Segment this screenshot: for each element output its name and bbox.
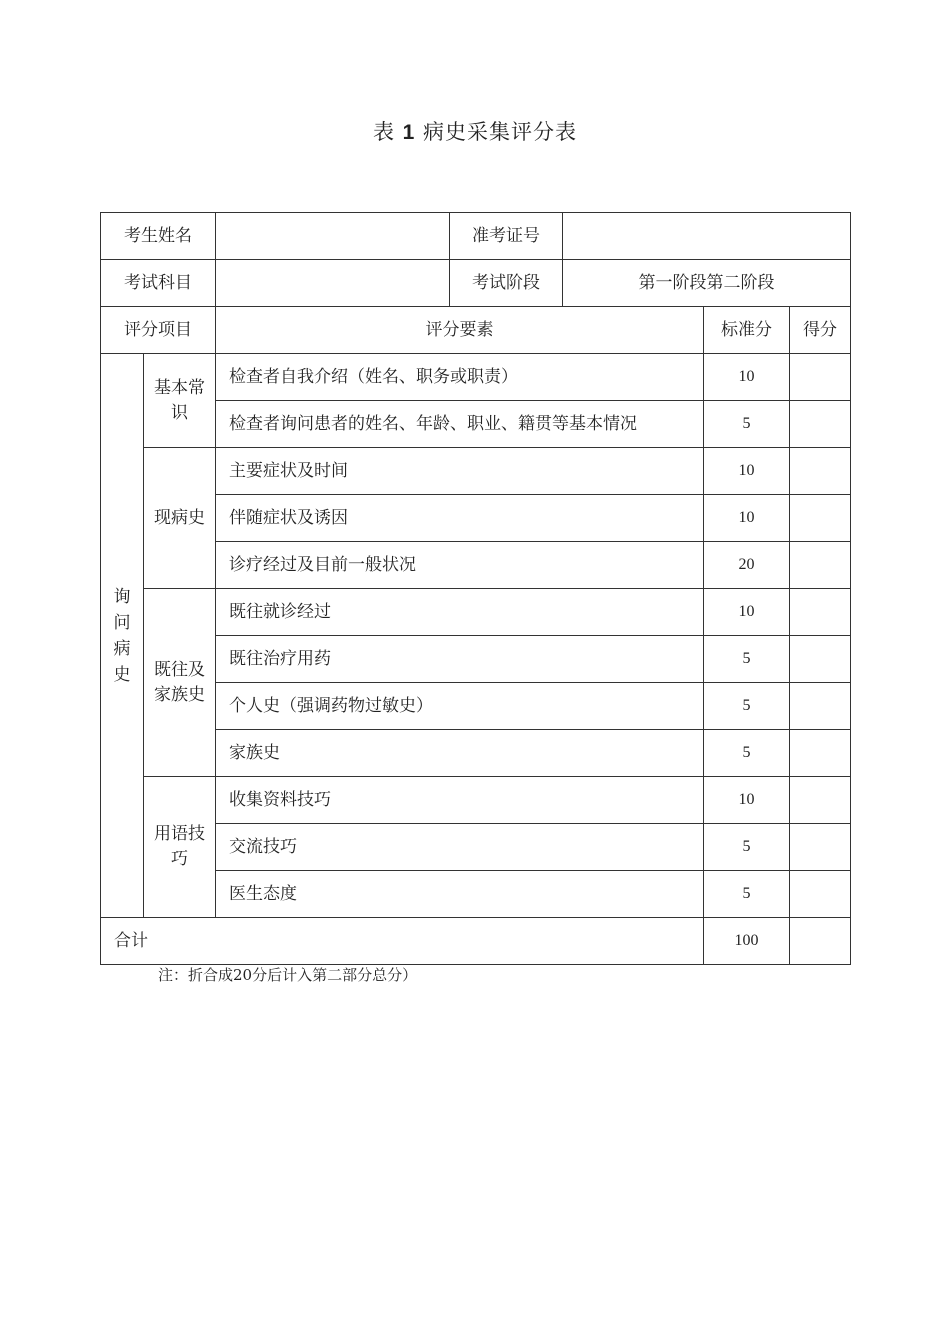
page-title	[0, 116, 950, 146]
element-cell: 既往治疗用药	[216, 636, 704, 683]
score-cell[interactable]	[790, 589, 851, 636]
element-cell: 诊疗经过及目前一般状况	[216, 542, 704, 589]
element-cell: 检查者询问患者的姓名、年龄、职业、籍贯等基本情况	[216, 401, 704, 448]
name-field[interactable]	[216, 213, 450, 260]
table-row	[101, 354, 851, 401]
element-cell: 家族史	[216, 730, 704, 777]
score-cell[interactable]	[790, 824, 851, 871]
standard-cell: 5	[704, 730, 790, 777]
score-cell[interactable]	[790, 636, 851, 683]
score-cell[interactable]	[790, 871, 851, 918]
element-cell: 检查者自我介绍（姓名、职务或职责）	[216, 354, 704, 401]
title-number: 1	[402, 121, 416, 144]
scoring-table	[100, 212, 851, 965]
group-label: 用语技巧	[154, 824, 205, 869]
subject-field[interactable]	[216, 260, 450, 307]
element-cell: 主要症状及时间	[216, 448, 704, 495]
group-label: 基本常识	[154, 377, 205, 423]
score-cell[interactable]	[790, 401, 851, 448]
standard-cell: 5	[704, 683, 790, 730]
title-prefix: 表	[372, 120, 395, 144]
total-label: 合计	[101, 918, 704, 965]
group-label: 现病史	[154, 508, 205, 528]
col-item: 评分项目	[101, 307, 216, 354]
standard-cell: 10	[704, 777, 790, 824]
element-cell: 收集资料技巧	[216, 777, 704, 824]
id-label: 准考证号	[450, 213, 563, 260]
name-label: 考生姓名	[101, 213, 216, 260]
footnote: 注：折合成20分后计入第二部分总分）	[158, 966, 418, 984]
header-row-2	[101, 260, 851, 307]
element-cell: 个人史（强调药物过敏史）	[216, 683, 704, 730]
col-score: 得分	[790, 307, 851, 354]
total-score[interactable]	[790, 918, 851, 965]
table-row	[101, 777, 851, 824]
score-cell[interactable]	[790, 448, 851, 495]
element-cell: 医生态度	[216, 871, 704, 918]
stage-label: 考试阶段	[450, 260, 563, 307]
standard-cell: 5	[704, 824, 790, 871]
element-cell: 交流技巧	[216, 824, 704, 871]
group-cell	[144, 354, 216, 448]
col-standard: 标准分	[704, 307, 790, 354]
standard-cell: 10	[704, 354, 790, 401]
standard-cell: 10	[704, 495, 790, 542]
group-cell	[144, 589, 216, 777]
group-cell	[144, 777, 216, 918]
score-cell[interactable]	[790, 730, 851, 777]
standard-cell: 10	[704, 589, 790, 636]
title-text: 病史采集评分表	[423, 120, 578, 144]
total-standard: 100	[704, 918, 790, 965]
standard-cell: 20	[704, 542, 790, 589]
standard-cell: 5	[704, 636, 790, 683]
header-row-1	[101, 213, 851, 260]
col-element: 评分要素	[216, 307, 704, 354]
category-label: 询问病史	[113, 586, 131, 685]
table-row	[101, 448, 851, 495]
standard-cell: 5	[704, 871, 790, 918]
category-cell	[101, 354, 144, 918]
id-field[interactable]	[563, 213, 851, 260]
score-cell[interactable]	[790, 683, 851, 730]
standard-cell: 5	[704, 401, 790, 448]
standard-cell: 10	[704, 448, 790, 495]
total-row	[101, 918, 851, 965]
score-cell[interactable]	[790, 777, 851, 824]
subject-label: 考试科目	[101, 260, 216, 307]
group-cell	[144, 448, 216, 589]
column-header-row	[101, 307, 851, 354]
group-label: 既往及家族史	[154, 659, 205, 705]
element-cell: 既往就诊经过	[216, 589, 704, 636]
element-cell: 伴随症状及诱因	[216, 495, 704, 542]
stage-value: 第一阶段第二阶段	[563, 260, 851, 307]
score-cell[interactable]	[790, 495, 851, 542]
table-row	[101, 589, 851, 636]
score-cell[interactable]	[790, 354, 851, 401]
score-cell[interactable]	[790, 542, 851, 589]
